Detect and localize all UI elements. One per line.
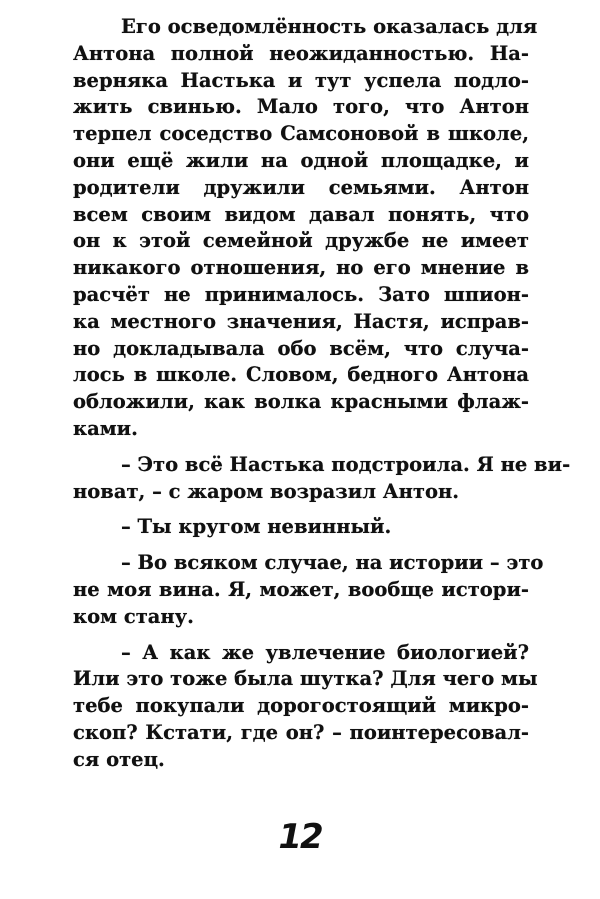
text-line: – А как же увлечение биологией?	[121, 640, 529, 664]
text-line: ся отец.	[73, 747, 165, 771]
text-line: обложили, как волка красными флаж-	[73, 390, 529, 414]
text-line: верняка Настька и тут успела подло-	[73, 68, 529, 92]
text-line: Или это тоже была шутка? Для чего мы	[73, 667, 538, 691]
text-line: новат, – с жаром возразил Антон.	[73, 479, 460, 503]
text-line: Его осведомлённость оказалась для	[121, 15, 538, 38]
text-line: – Ты кругом невинный.	[121, 515, 392, 539]
text-line: – Это всё Настька подстроила. Я не ви-	[121, 452, 571, 476]
text-line: расчёт не принималось. Зато шпион-	[73, 282, 529, 306]
text-line: ка местного значения, Настя, исправ-	[73, 309, 529, 333]
page-number: 12	[278, 817, 322, 857]
page-body	[73, 14, 571, 774]
text-line: всем своим видом давал понять, что	[73, 202, 529, 226]
text-line: тебе покупали дорогостоящий микро-	[73, 694, 529, 718]
text-line: они ещё жили на одной площадке, и	[73, 148, 529, 172]
text-line: Антона полной неожиданностью. На-	[73, 41, 529, 65]
text-line: родители дружили семьями. Антон	[73, 175, 529, 199]
text-line: никакого отношения, но его мнение в	[73, 256, 529, 280]
text-line: – Во всяком случае, на истории – это	[121, 551, 544, 575]
text-line: ком стану.	[73, 604, 194, 628]
text-line: не моя вина. Я, может, вообще истори-	[73, 577, 529, 601]
paragraph-5	[73, 640, 538, 774]
text-line: лось в школе. Словом, бедного Антона	[73, 363, 529, 387]
text-line: он к этой семейной дружбе не имеет	[73, 229, 529, 253]
text-line: скоп? Кстати, где он? – поинтересовал-	[73, 720, 529, 744]
paragraph-2	[73, 452, 571, 506]
text-line: терпел соседство Самсоновой в школе,	[73, 122, 529, 146]
text-line: но докладывала обо всём, что случа-	[73, 336, 529, 360]
text-line: жить свинью. Мало того, что Антон	[73, 95, 529, 119]
paragraph-4	[73, 550, 544, 630]
paragraph-3	[73, 514, 529, 541]
paragraph-1	[73, 14, 538, 443]
text-line: ками.	[73, 416, 138, 440]
